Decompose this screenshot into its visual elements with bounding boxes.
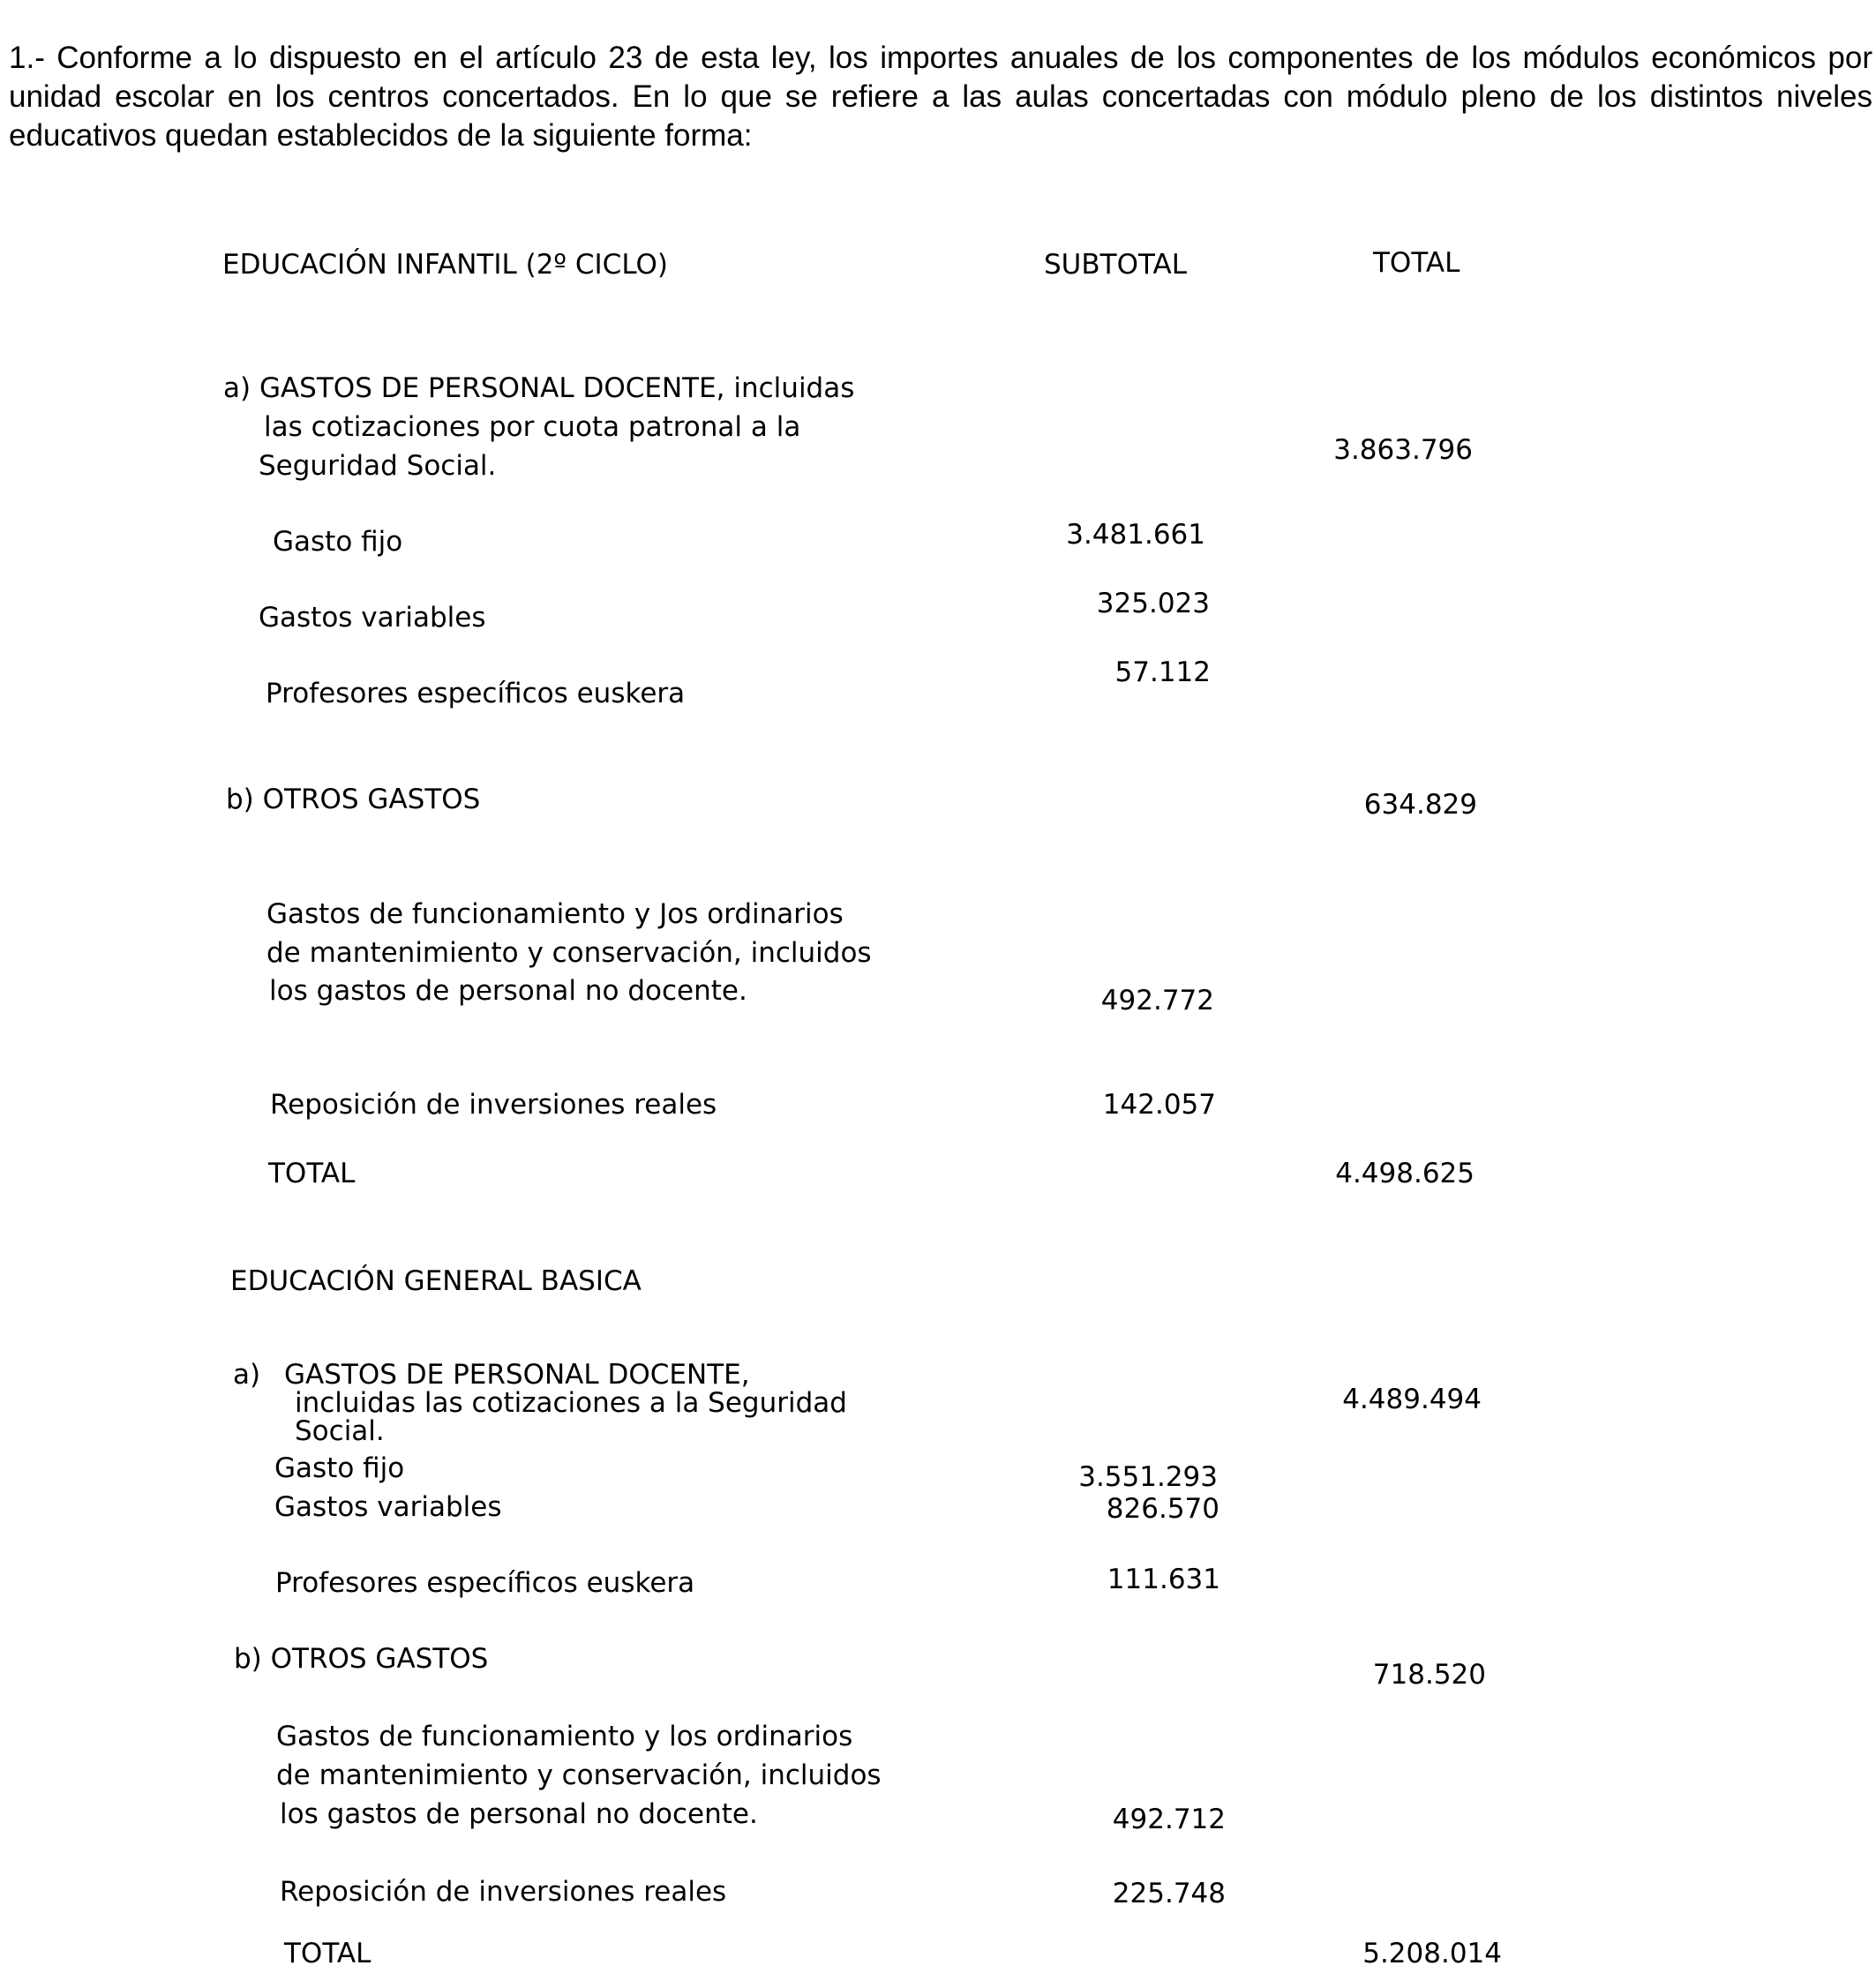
infantil-repos-value: 142.057 <box>1102 1089 1216 1121</box>
infantil-gasto-fijo-value: 3.481.661 <box>1066 519 1205 551</box>
egb-a-line1: GASTOS DE PERSONAL DOCENTE, <box>284 1359 750 1391</box>
egb-func-value: 492.712 <box>1112 1804 1226 1835</box>
infantil-func-line1: Gastos de funcionamiento y Jos ordinarios <box>266 898 844 930</box>
egb-b-label: b) OTROS GASTOS <box>234 1643 489 1675</box>
egb-gastos-variables-value: 826.570 <box>1106 1493 1219 1525</box>
intro-paragraph: 1.- Conforme a lo dispuesto en el artículo 23 de esta ley, los importes anuales de los componentes de los módulos económicos por unidad escolar en los centros concertados. En lo que se refiere a las aulas concertadas con módulo pleno de los distintos niveles educativos quedan establecidos de la siguiente forma: <box>9 41 1872 153</box>
egb-euskera-label: Profesores específicos euskera <box>275 1567 695 1599</box>
egb-total-label: TOTAL <box>284 1938 371 1969</box>
infantil-euskera-label: Profesores específicos euskera <box>266 678 686 709</box>
egb-repos-value: 225.748 <box>1112 1878 1226 1909</box>
egb-gasto-fijo-value: 3.551.293 <box>1078 1461 1218 1493</box>
infantil-euskera-value: 57.112 <box>1114 656 1211 688</box>
infantil-func-line3: los gastos de personal no docente. <box>269 975 747 1007</box>
egb-a-prefix: a) <box>233 1359 261 1391</box>
infantil-a-line1: a) GASTOS DE PERSONAL DOCENTE, incluidas <box>223 372 855 404</box>
egb-a-line2: incluidas las cotizaciones a la Seguridad <box>295 1387 847 1419</box>
infantil-gastos-variables-label: Gastos variables <box>259 602 486 634</box>
egb-func-line3: los gastos de personal no docente. <box>280 1798 758 1830</box>
egb-a-total: 4.489.494 <box>1342 1384 1482 1415</box>
egb-gastos-variables-label: Gastos variables <box>274 1491 502 1523</box>
infantil-b-total: 634.829 <box>1363 789 1477 821</box>
infantil-total-value: 4.498.625 <box>1335 1158 1475 1189</box>
egb-func-line1: Gastos de funcionamiento y los ordinarios <box>276 1721 853 1752</box>
infantil-func-value: 492.772 <box>1100 985 1214 1017</box>
egb-title: EDUCACIÓN GENERAL BASICA <box>230 1265 642 1297</box>
egb-b-total: 718.520 <box>1372 1659 1486 1691</box>
infantil-gastos-variables-value: 325.023 <box>1096 588 1210 619</box>
subtotal-header: SUBTOTAL <box>1044 249 1187 281</box>
infantil-a-line3: Seguridad Social. <box>259 450 497 482</box>
egb-gasto-fijo-label: Gasto fijo <box>274 1452 405 1484</box>
egb-total-value: 5.208.014 <box>1362 1938 1502 1969</box>
egb-func-line2: de mantenimiento y conservación, incluidos <box>276 1759 882 1791</box>
infantil-a-line2: las cotizaciones por cuota patronal a la <box>264 411 801 443</box>
infantil-b-label: b) OTROS GASTOS <box>226 784 481 815</box>
infantil-title: EDUCACIÓN INFANTIL (2º CICLO) <box>222 249 668 281</box>
egb-repos-label: Reposición de inversiones reales <box>280 1876 727 1908</box>
total-header: TOTAL <box>1373 247 1460 279</box>
infantil-func-line2: de mantenimiento y conservación, incluidos <box>266 937 872 969</box>
egb-a-line3: Social. <box>295 1415 385 1447</box>
infantil-a-total: 3.863.796 <box>1333 434 1473 466</box>
infantil-repos-label: Reposición de inversiones reales <box>270 1089 717 1121</box>
egb-euskera-value: 111.631 <box>1107 1564 1220 1595</box>
infantil-gasto-fijo-label: Gasto fijo <box>273 526 403 558</box>
infantil-total-label: TOTAL <box>268 1158 356 1189</box>
